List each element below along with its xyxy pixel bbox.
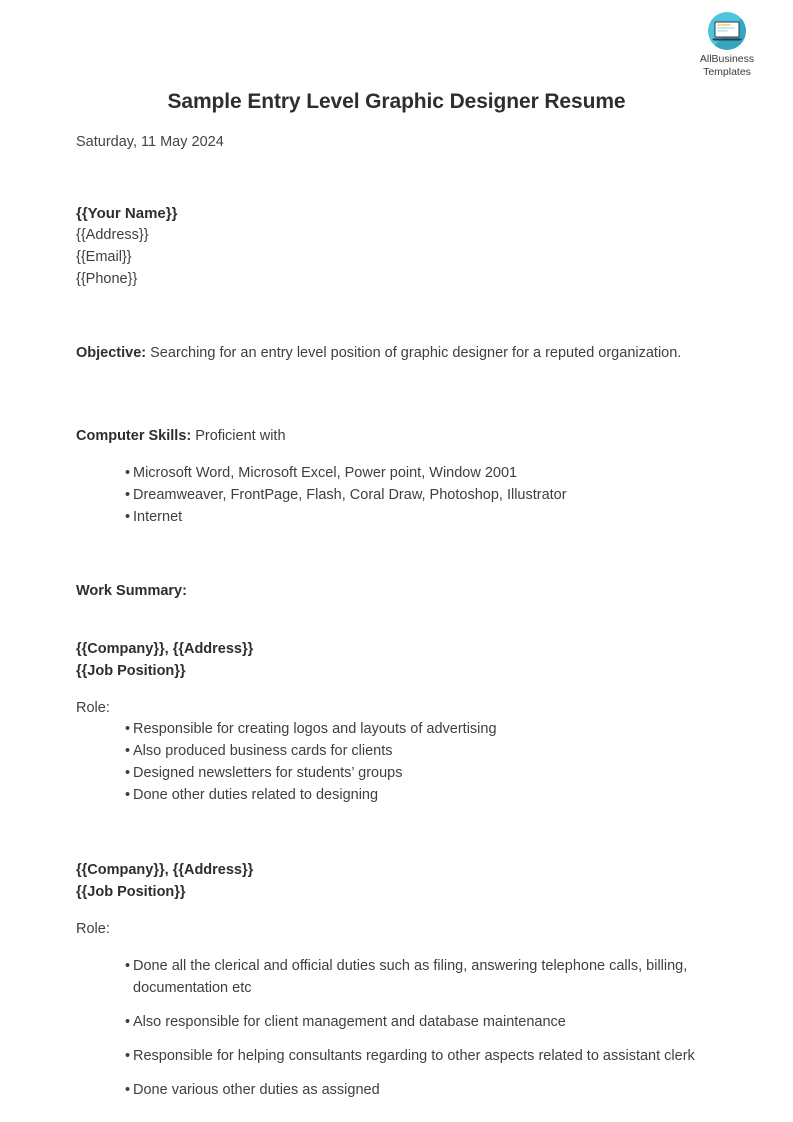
list-item: • Also produced business cards for clients (125, 740, 717, 762)
laptop-screen (715, 21, 740, 37)
computer-skills-section (76, 426, 717, 446)
job-duties-list (76, 718, 717, 806)
job-entry (76, 859, 717, 1101)
screen-line-3 (718, 30, 728, 31)
job-position: {{Job Position}} (76, 663, 186, 680)
list-item: • Responsible for helping consultants regarding to other aspects related to assistant clerk (125, 1045, 717, 1067)
list-item: • Done various other duties as assigned (125, 1079, 717, 1101)
screen-line-2 (718, 27, 735, 28)
list-item: • Designed newsletters for students’ groups (125, 762, 717, 784)
objective-text: Searching for an entry level position of graphic designer for a reputed organization. (146, 345, 682, 362)
document-content (76, 0, 717, 1101)
job-role-label: Role: (76, 921, 110, 938)
job-entry (76, 638, 717, 806)
list-item: • Done other duties related to designing (125, 784, 717, 806)
job-company-address: {{Company}}, {{Address}} (76, 862, 254, 879)
candidate-email: {{Email}} (76, 248, 132, 265)
brand-caption-line1: AllBusiness (699, 53, 755, 65)
brand-caption-line2: Templates (703, 65, 751, 78)
job-company-address: {{Company}}, {{Address}} (76, 641, 254, 658)
list-item: • Responsible for creating logos and layouts of advertising (125, 718, 717, 740)
computer-skills-list (76, 462, 717, 528)
candidate-name: {{Your Name}} (76, 205, 178, 222)
job-position: {{Job Position}} (76, 884, 186, 901)
work-summary-heading: Work Summary: (76, 583, 187, 600)
document-date: Saturday, 11 May 2024 (76, 134, 224, 150)
objective-section (76, 343, 717, 363)
candidate-phone: {{Phone}} (76, 270, 138, 287)
list-item: • Internet (125, 506, 717, 528)
list-item: • Dreamweaver, FrontPage, Flash, Coral Draw, Photoshop, Illustrator (125, 484, 717, 506)
page-title: Sample Entry Level Graphic Designer Resume (167, 90, 626, 113)
computer-skills-text: Proficient with (191, 428, 286, 445)
job-duties-list (76, 955, 717, 1101)
objective-label: Objective: (76, 345, 147, 362)
list-item: • Also responsible for client management and database maintenance (125, 1011, 717, 1033)
candidate-address: {{Address}} (76, 227, 149, 243)
job-role-label: Role: (76, 700, 110, 717)
screen-line-1 (718, 24, 731, 25)
computer-skills-label: Computer Skills: (76, 428, 192, 445)
list-item: • Done all the clerical and official duties such as filing, answering telephone calls, billing, documentation etc (125, 955, 717, 999)
contact-block (76, 203, 717, 290)
laptop-glyph (715, 21, 740, 40)
list-item: • Microsoft Word, Microsoft Excel, Power point, Window 2001 (125, 462, 717, 484)
